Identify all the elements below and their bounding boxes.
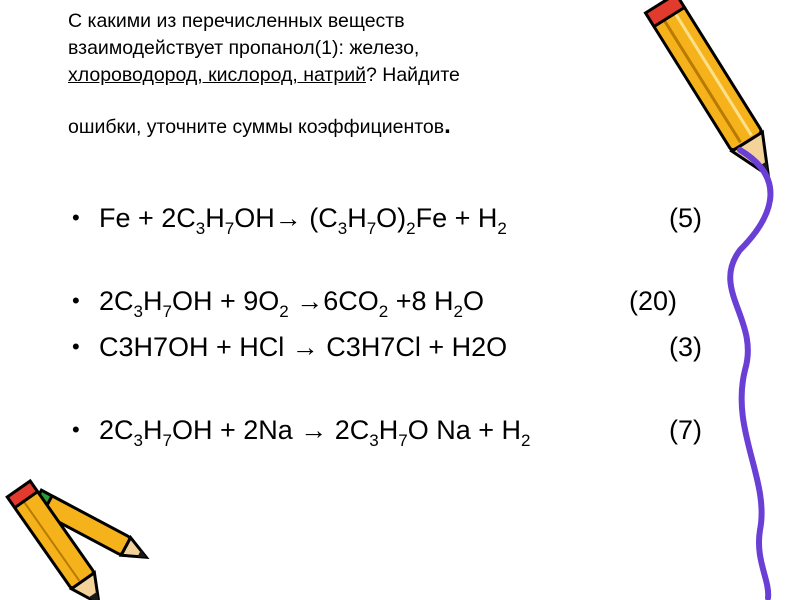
task-line-3	[68, 62, 628, 89]
coefficient-sum: (7)	[669, 415, 702, 445]
subscript: 7	[224, 219, 235, 238]
equation-formula	[99, 281, 484, 321]
formula-text: 2C	[99, 286, 134, 316]
task-text	[68, 8, 628, 141]
equation-formula	[99, 198, 507, 238]
formula-text: H	[378, 415, 399, 445]
subscript: 7	[366, 219, 377, 238]
formula-text: O	[462, 286, 484, 316]
equation-item	[72, 281, 722, 321]
subscript: 2	[279, 302, 289, 321]
subscript: 3	[195, 219, 206, 238]
subscript: 7	[162, 431, 172, 450]
formula-text: 2C	[99, 415, 134, 445]
coefficient-sum: (5)	[669, 203, 702, 233]
subscript: 3	[133, 431, 143, 450]
coefficient-sum: (3)	[669, 332, 702, 362]
formula-text: H	[347, 203, 367, 233]
task-line-3-rest: ? Найдите	[365, 64, 460, 86]
bullet: •	[72, 417, 80, 442]
formula-text: O)	[376, 203, 407, 233]
formula-text: H	[142, 415, 163, 445]
task-line-4-dot: .	[444, 112, 451, 139]
formula-text: Fe + H	[415, 203, 498, 233]
formula-text: OH→ (C	[234, 203, 338, 233]
pencils-icon	[0, 470, 180, 600]
formula-text: H	[142, 286, 163, 316]
task-line-2: взаимодействует пропанол(1): железо,	[68, 37, 420, 59]
subscript: 2	[521, 431, 531, 450]
substances-underlined: хлороводород, кислород, натрий	[68, 64, 366, 86]
subscript: 7	[398, 431, 408, 450]
equation-formula	[99, 410, 530, 450]
equation-item	[72, 410, 722, 450]
equation-formula	[99, 327, 507, 367]
formula-text: Fe + 2C	[99, 203, 196, 233]
equation-item	[72, 198, 722, 238]
subscript: 3	[133, 302, 143, 321]
formula-text: O Na + H	[407, 415, 522, 445]
formula-text: C3H7OH + HCl → C3H7Cl + H2O	[99, 332, 508, 362]
task-line-1: С какими из перечисленных веществ	[68, 10, 405, 32]
subscript: 2	[406, 219, 416, 238]
bullet: •	[72, 334, 80, 359]
formula-text: →6CO	[288, 286, 379, 316]
subscript: 2	[497, 219, 507, 238]
formula-text: +8 H	[388, 286, 454, 316]
subscript: 3	[369, 431, 379, 450]
equation-item	[72, 327, 722, 367]
coefficient-sum: (20)	[629, 286, 678, 316]
subscript: 3	[337, 219, 348, 238]
formula-text: H	[205, 203, 225, 233]
formula-text: OH + 2Na → 2C	[171, 415, 370, 445]
swirl-line	[700, 150, 800, 600]
subscript: 2	[453, 302, 463, 321]
formula-text: OH + 9O	[171, 286, 280, 316]
subscript: 2	[378, 302, 389, 321]
bullet: •	[72, 288, 80, 313]
task-line-4	[68, 112, 628, 141]
task-line-4-text: ошибки, уточните суммы коэффициентов	[68, 116, 445, 138]
bullet: •	[72, 205, 80, 230]
subscript: 7	[162, 302, 172, 321]
